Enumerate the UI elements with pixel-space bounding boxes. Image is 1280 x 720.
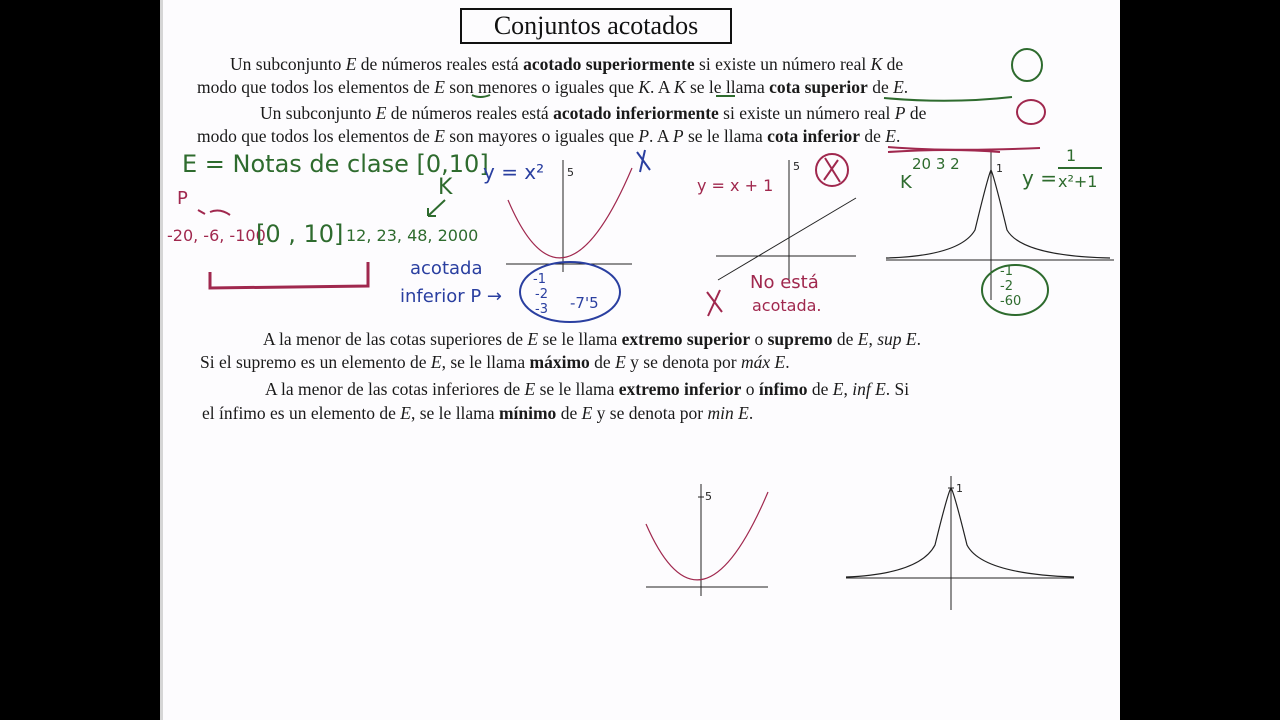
text-run: mínimo <box>498 403 557 423</box>
text-run: acotado superiormente <box>523 54 695 74</box>
annotation-upper-numbers: 12, 23, 48, 2000 <box>346 226 479 245</box>
text-run: , se le llama <box>441 352 530 372</box>
annotation-func3-num: 1 <box>1066 146 1077 165</box>
text-run: P <box>638 126 650 146</box>
text-run: de <box>832 329 858 349</box>
text-run: , <box>868 329 878 349</box>
text-run: se le llama <box>535 379 619 399</box>
parabola1-lower-bound-2: -2 <box>535 287 548 302</box>
text-run: E <box>857 329 869 349</box>
text-run: supremo <box>767 329 833 349</box>
text-run: se le llama <box>683 126 768 146</box>
annotation-func1: y = x² <box>483 160 545 184</box>
text-run: K <box>673 77 686 97</box>
text-run: E <box>430 352 442 372</box>
text-run: , <box>843 379 853 399</box>
annotation-func3-den: x²+1 <box>1058 172 1098 191</box>
text-run: máximo <box>529 352 590 372</box>
k-arrow <box>428 200 445 216</box>
text-run: . A <box>650 77 674 97</box>
text-run: . <box>903 77 909 97</box>
text-run: si existe un número real <box>718 103 895 123</box>
annotation-p-label: P <box>177 188 188 209</box>
parabola2-tick-label: 5 <box>705 490 712 503</box>
bell-lower-bound-2: -2 <box>1000 279 1013 294</box>
text-run: modo que todos los elementos de <box>197 77 435 97</box>
text-run: P <box>894 103 906 123</box>
text-run: cota superior <box>769 77 868 97</box>
bell2-curve <box>846 488 1074 577</box>
text-run: A la menor de las cotas inferiores de <box>265 379 525 399</box>
text-run: son mayores o iguales que <box>444 126 639 146</box>
annotation-inferior-p: inferior P → <box>400 286 503 307</box>
text-run: E <box>400 403 411 423</box>
text-run: o <box>750 329 768 349</box>
circle-k <box>1012 49 1042 81</box>
text-run: de <box>867 77 894 97</box>
text-run: E <box>524 379 536 399</box>
text-run: o <box>741 379 759 399</box>
line-crossed-p <box>707 290 722 316</box>
p-arrow <box>198 210 230 215</box>
text-run: se le llama <box>538 329 622 349</box>
text-run: de números reales está <box>356 54 524 74</box>
parabola1-lower-bound-4: -7'5 <box>570 294 599 312</box>
circle-p <box>1017 100 1045 124</box>
text-run: y se denota por <box>592 403 708 423</box>
annotation-k-label: K <box>438 175 453 200</box>
text-run: E <box>434 77 445 97</box>
annotation-interval: [0 , 10] <box>256 220 344 248</box>
bell2-tick-label: 1 <box>956 482 963 495</box>
parabola1-tick-label: 5 <box>567 166 574 179</box>
text-run: . <box>916 329 921 349</box>
text-run: el ínfimo es un elemento de <box>202 403 401 423</box>
text-run: A la menor de las cotas superiores de <box>263 329 528 349</box>
annotation-acotada2: acotada. <box>752 296 822 315</box>
text-run: . <box>895 126 901 146</box>
text-run: de <box>556 403 582 423</box>
text-run: Un subconjunto <box>230 54 346 74</box>
text-run: y se denota por <box>625 352 741 372</box>
text-run: E <box>832 379 844 399</box>
text-run: cota inferior <box>767 126 860 146</box>
text-run: E <box>581 403 593 423</box>
text-run: P <box>672 126 684 146</box>
text-run: E <box>893 77 904 97</box>
text-run: E <box>434 126 445 146</box>
bell-tick-label: 1 <box>996 162 1003 175</box>
text-run: acotado inferiormente <box>553 103 719 123</box>
text-run: se le llama <box>685 77 770 97</box>
text-run: inf E <box>852 379 886 399</box>
text-run: máx E <box>740 352 786 372</box>
text-run: extremo inferior <box>618 379 742 399</box>
text-run: K <box>870 54 883 74</box>
text-run: ínfimo <box>758 379 808 399</box>
text-run: min E <box>707 403 749 423</box>
line-graph <box>718 198 856 280</box>
text-run: extremo superior <box>621 329 751 349</box>
underline-cota-superior <box>884 97 1012 101</box>
annotation-lower-numbers: -20, -6, -100 <box>167 226 266 245</box>
annotation-bell-k: K <box>900 172 912 193</box>
text-run: . A <box>649 126 673 146</box>
text-run: E <box>615 352 626 372</box>
annotation-func3-lhs: y = <box>1022 166 1057 190</box>
text-run: E <box>527 329 539 349</box>
parabola1-x-mark <box>637 150 650 172</box>
annotation-acotada: acotada <box>410 258 483 279</box>
underline-e <box>472 95 490 97</box>
parabola1-lower-bound-3: -3 <box>535 302 548 317</box>
text-run: . <box>748 403 754 423</box>
text-run: E <box>375 103 387 123</box>
interval-bracket <box>210 262 368 288</box>
slide-title: Conjuntos acotados <box>460 8 732 44</box>
func3-fraction-bar <box>1058 167 1102 169</box>
bell-lower-bound-3: -60 <box>1000 294 1022 309</box>
text-run: de <box>905 103 927 123</box>
line-tick-label: 5 <box>793 160 800 173</box>
text-run: sup E <box>877 329 917 349</box>
parabola1-lower-bound-1: -1 <box>533 272 546 287</box>
text-run: Si el supremo es un elemento de <box>200 352 431 372</box>
annotation-bell-upper-bounds: 20 3 2 <box>912 155 960 173</box>
text-run: de <box>807 379 833 399</box>
text-run: , se le llama <box>410 403 499 423</box>
text-run: E <box>345 54 357 74</box>
text-run: de <box>882 54 904 74</box>
text-run: si existe un número real <box>694 54 871 74</box>
bell-upper-underline <box>888 150 1000 152</box>
text-run: . Si <box>885 379 910 399</box>
annotation-set-def: E = Notas de clase [0,10] <box>182 150 489 178</box>
text-run: modo que todos los elementos de <box>197 126 435 146</box>
text-run: K <box>638 77 651 97</box>
text-run: E <box>885 126 896 146</box>
text-run: de <box>859 126 886 146</box>
text-run: de números reales está <box>386 103 554 123</box>
annotation-no-esta: No está <box>750 272 819 293</box>
text-run: . <box>785 352 790 372</box>
bell-lower-bound-1: -1 <box>1000 264 1013 279</box>
text-run: de <box>589 352 616 372</box>
parabola2-curve <box>646 492 768 580</box>
text-run: son menores o iguales que <box>444 77 639 97</box>
annotation-func2: y = x + 1 <box>697 176 774 195</box>
line-crossed-k <box>824 158 840 182</box>
text-run: Un subconjunto <box>260 103 376 123</box>
